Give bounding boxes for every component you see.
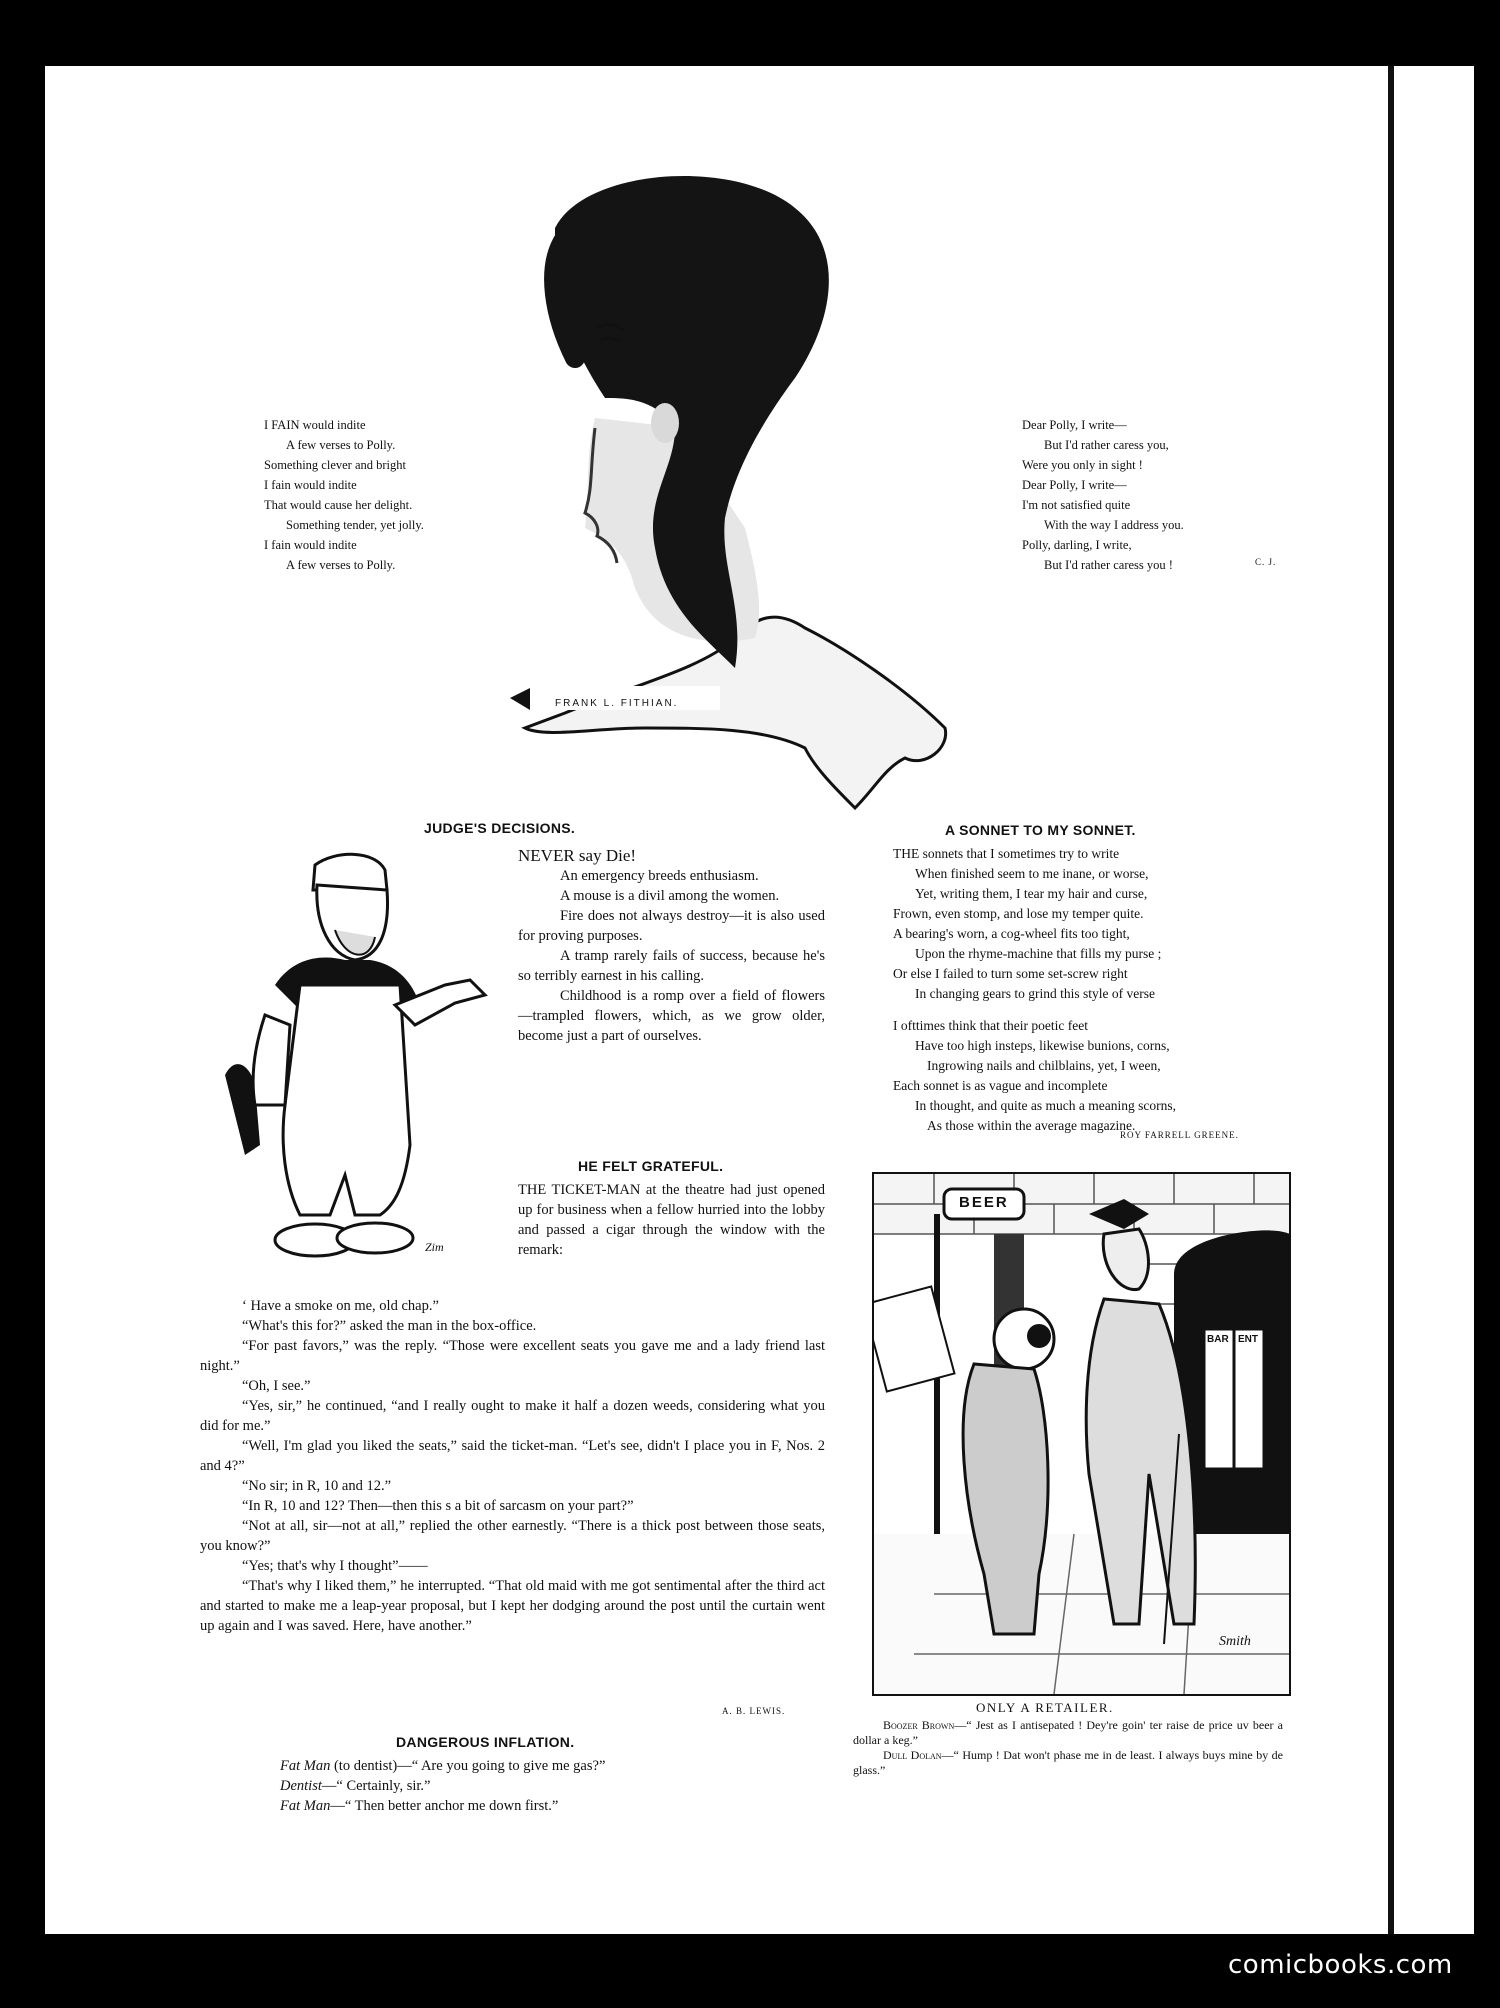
ent-sign-label: ENT: [1238, 1334, 1258, 1345]
poem-left-line: That would cause her delight.: [264, 498, 413, 512]
grateful-paragraph: “Yes, sir,” he continued, “and I really ought to make it half a dozen weeds, considering what you did for me.”: [200, 1398, 825, 1434]
poem-right-line: Were you only in sight !: [1022, 458, 1143, 472]
poem-left-line: I fain would indite: [264, 538, 357, 552]
sonnet-line: Frown, even stomp, and lose my temper quite.: [893, 906, 1144, 921]
sonnet-line: THE sonnets that I sometimes try to write: [893, 846, 1120, 861]
workman-cartoon-signature: Zim: [425, 1240, 444, 1254]
judges-decisions-text: [518, 846, 825, 1046]
judges-paragraph: A tramp rarely fails of success, because he's so terribly earnest in his calling.: [518, 948, 825, 984]
sonnet-line: Each sonnet is as vague and incomplete: [893, 1078, 1108, 1093]
sonnet-line: As those within the average magazine.: [927, 1118, 1136, 1133]
grateful-paragraph: “What's this for?” asked the man in the box-office.: [242, 1318, 537, 1334]
poem-left: [264, 415, 494, 575]
judges-paragraph: An emergency breeds enthusiasm.: [560, 868, 759, 884]
judges-paragraph: A mouse is a divil among the women.: [560, 888, 780, 904]
sonnet-line: I ofttimes think that their poetic feet: [893, 1018, 1088, 1033]
grateful-paragraph: “Not at all, sir—not at all,” replied the other earnestly. “There is a thick post between those seats, you know?”: [200, 1518, 825, 1554]
inflation-line: Dentist—“ Certainly, sir.”: [280, 1778, 431, 1794]
grateful-paragraph: “That's why I liked them,” he interrupted. “That old maid with me got sentimental after the third act and started to make me a leap-year proposal, but I kept her dodging around the post until the curtain went up again and I was saved. Here, have another.”: [200, 1578, 825, 1634]
sonnet-line: Ingrowing nails and chilblains, yet, I ween,: [927, 1058, 1161, 1073]
grateful-signature: A. B. LEWIS.: [722, 1706, 786, 1716]
woman-portrait-svg: [505, 168, 965, 818]
judges-paragraph: Childhood is a romp over a field of flowers—trampled flowers, which, as we grow older, become just a part of ourselves.: [518, 988, 825, 1044]
sonnet-line: In thought, and quite as much a meaning scorns,: [915, 1098, 1176, 1113]
comicbooks-watermark: comicbooks.com: [1228, 1950, 1453, 1980]
grateful-paragraph: ‘ Have a smoke on me, old chap.”: [242, 1298, 439, 1314]
bar-sign-label: BAR: [1207, 1334, 1229, 1345]
sonnet-line: Upon the rhyme-machine that fills my purse ;: [915, 946, 1162, 961]
caption-line: Boozer Brown—“ Jest as I antisepated ! Dey're goin' ter raise de price uv beer a dollar a keg.”: [853, 1718, 1283, 1747]
grateful-intro: [518, 1180, 825, 1260]
grateful-paragraph: “Well, I'm glad you liked the seats,” said the ticket-man. “Let's see, didn't I place you in F, Nos. 2 and 4?”: [200, 1438, 825, 1474]
dangerous-inflation-title: DANGEROUS INFLATION.: [396, 1734, 575, 1750]
cartoon-caption: [853, 1718, 1283, 1778]
portrait-illustration: [505, 168, 965, 818]
grateful-paragraph: “Yes; that's why I thought”——: [242, 1558, 428, 1574]
poem-left-line: A few verses to Polly.: [286, 438, 396, 452]
workman-cartoon: [205, 845, 505, 1285]
he-felt-grateful-title: HE FELT GRATEFUL.: [578, 1158, 724, 1174]
sonnet-line: Or else I failed to turn some set-screw right: [893, 966, 1128, 981]
poem-right-line: But I'd rather caress you,: [1044, 438, 1169, 452]
poem-left-line: Something tender, yet jolly.: [286, 518, 424, 532]
judges-paragraph: NEVER say Die!: [518, 846, 637, 865]
grateful-paragraph: “Oh, I see.”: [242, 1378, 311, 1394]
poem-left-line: I fain would indite: [264, 478, 357, 492]
workman-cartoon-svg: [205, 845, 505, 1285]
poem-right-line: With the way I address you.: [1044, 518, 1184, 532]
grateful-paragraph: “No sir; in R, 10 and 12.”: [242, 1478, 392, 1494]
grateful-body: [200, 1296, 825, 1636]
judges-paragraph: Fire does not always destroy—it is also used for proving purposes.: [518, 908, 825, 944]
poem-right: [1022, 415, 1282, 575]
sonnet-line: Yet, writing them, I tear my hair and curse,: [915, 886, 1148, 901]
poem-right-signature: C. J.: [1255, 557, 1277, 567]
inflation-dialogue: [280, 1756, 760, 1816]
bar-cartoon-svg: [874, 1174, 1289, 1694]
judges-decisions-title: JUDGE'S DECISIONS.: [424, 820, 576, 836]
poem-left-line: A few verses to Polly.: [286, 558, 396, 572]
grateful-intro-text: THE TICKET-MAN at the theatre had just opened up for business when a fellow hurried into the lobby and passed a cigar through the window with the remark:: [518, 1182, 825, 1258]
sonnet-signature: ROY FARRELL GREENE.: [1120, 1130, 1239, 1140]
beer-sign-label: BEER: [959, 1194, 1009, 1211]
next-page-edge: [1388, 66, 1474, 1934]
portrait-artist-signature: FRANK L. FITHIAN.: [555, 698, 679, 709]
poem-right-line: But I'd rather caress you !: [1044, 558, 1173, 572]
caption-line: Dull Dolan—“ Hump ! Dat won't phase me in de least. I always buys mine by de glass.”: [853, 1748, 1283, 1777]
inflation-line: Fat Man—“ Then better anchor me down first.”: [280, 1798, 559, 1814]
poem-right-line: I'm not satisfied quite: [1022, 498, 1131, 512]
sonnet-line: When finished seem to me inane, or worse,: [915, 866, 1149, 881]
cartoon-caption-title: ONLY A RETAILER.: [976, 1700, 1114, 1715]
poem-left-line: I FAIN would indite: [264, 418, 366, 432]
sonnet-title: A SONNET TO MY SONNET.: [945, 822, 1136, 838]
sonnet-line: In changing gears to grind this style of verse: [915, 986, 1155, 1001]
sonnet-line: A bearing's worn, a cog-wheel fits too tight,: [893, 926, 1130, 941]
poem-right-line: Polly, darling, I write,: [1022, 538, 1132, 552]
inflation-line: Fat Man (to dentist)—“ Are you going to give me gas?”: [280, 1758, 606, 1774]
poem-right-line: Dear Polly, I write—: [1022, 478, 1127, 492]
sonnet-text: [893, 844, 1283, 1136]
sonnet-line: Have too high insteps, likewise bunions, corns,: [915, 1038, 1170, 1053]
grateful-paragraph: “For past favors,” was the reply. “Those were excellent seats you gave me and a lady friend last night.”: [200, 1338, 825, 1374]
poem-left-line: Something clever and bright: [264, 458, 406, 472]
bar-cartoon-artist-signature: Smith: [1219, 1634, 1251, 1649]
grateful-paragraph: “In R, 10 and 12? Then—then this s a bit of sarcasm on your part?”: [242, 1498, 634, 1514]
poem-right-line: Dear Polly, I write—: [1022, 418, 1127, 432]
bar-cartoon: [872, 1172, 1291, 1696]
